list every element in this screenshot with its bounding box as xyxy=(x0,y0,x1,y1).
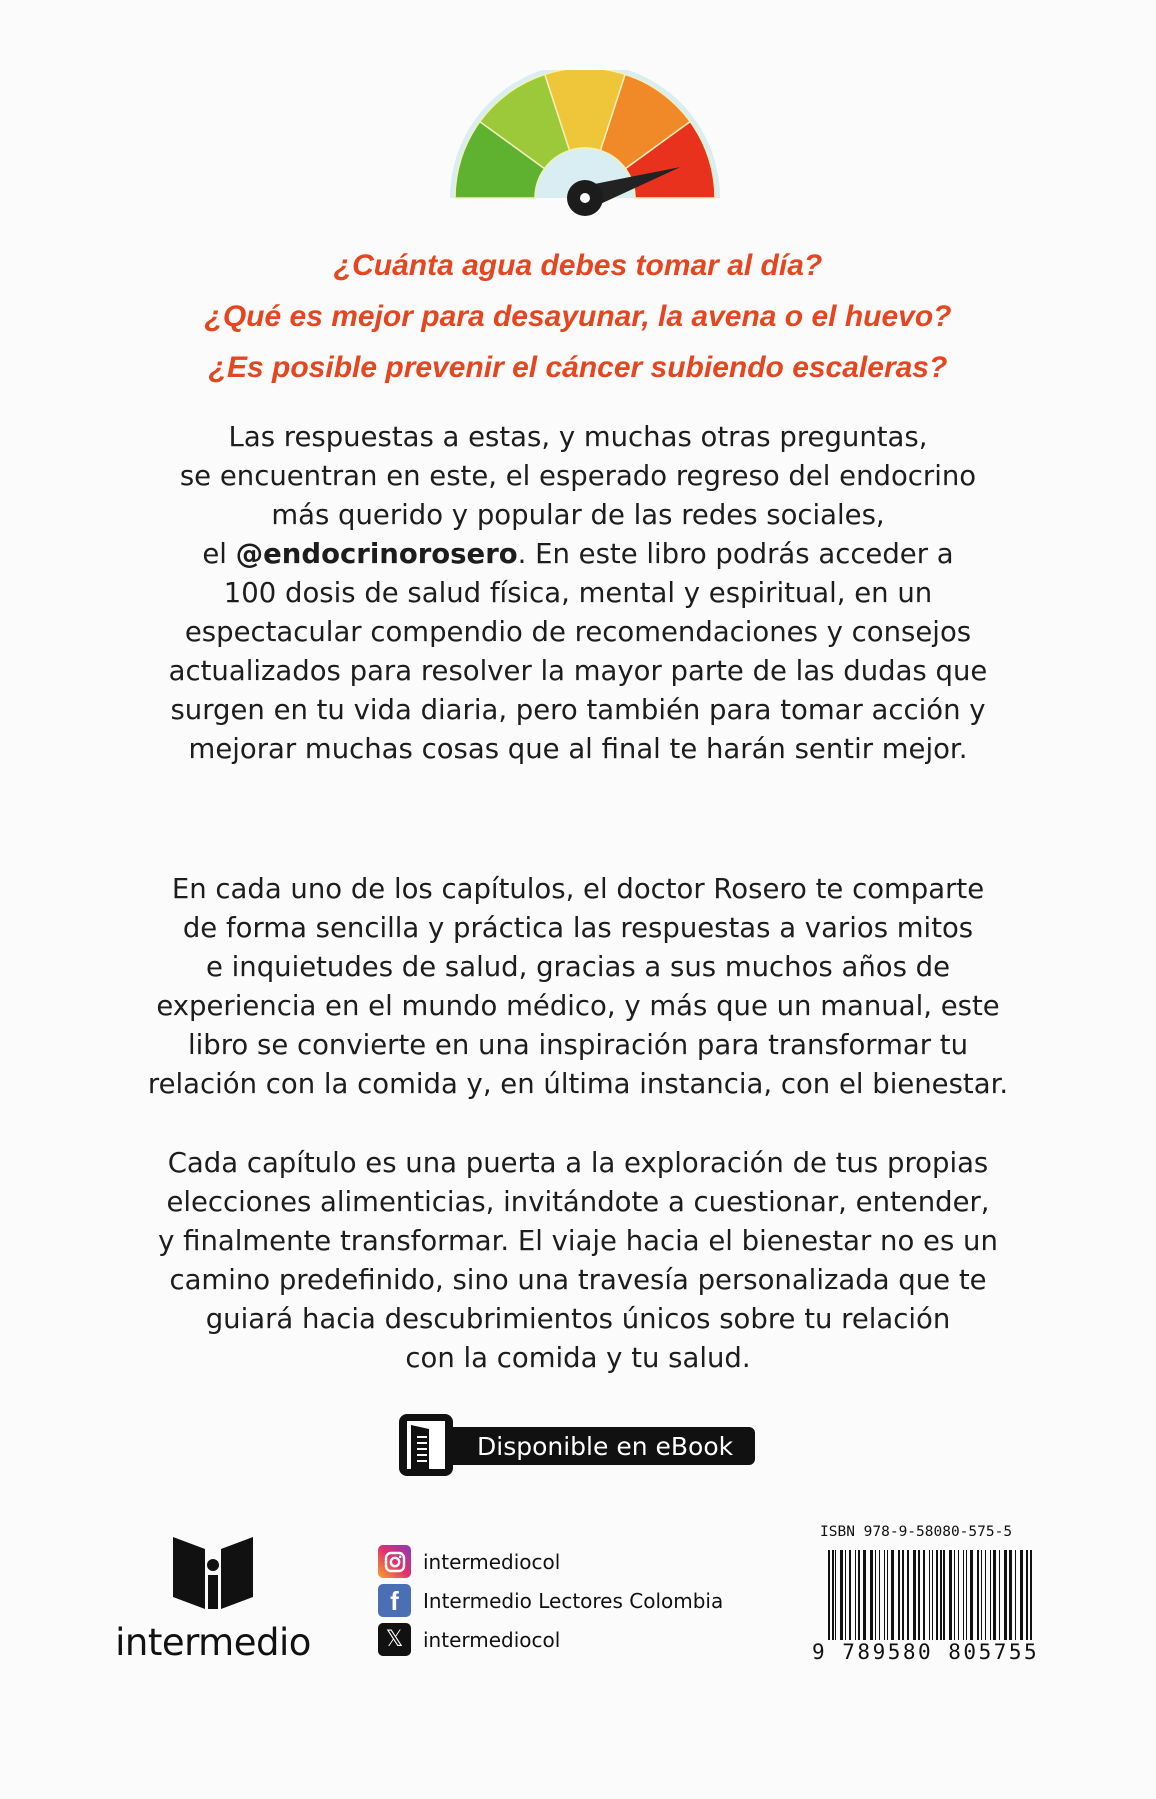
barcode-bar xyxy=(855,1550,856,1646)
isbn-label: ISBN 978-9-58080-575-5 xyxy=(820,1524,1013,1540)
barcode-bar xyxy=(918,1550,920,1646)
text-line: libro se convierte en una inspiración para transformar tu xyxy=(187,1029,969,1061)
text-line: 100 dosis de salud física, mental y espiritual, en un xyxy=(223,577,933,609)
barcode-bar xyxy=(870,1550,873,1646)
question: ¿Es posible prevenir el cáncer subiendo escaleras? xyxy=(208,351,948,384)
ebook-label: Disponible en eBook xyxy=(477,1431,734,1461)
ebook-badge xyxy=(395,1418,755,1474)
publisher-name: intermedio xyxy=(115,1621,311,1664)
social-label: intermediocol xyxy=(423,1627,561,1652)
barcode-bar xyxy=(845,1550,846,1646)
text-line: relación con la comida y, en última instancia, con el bienestar. xyxy=(147,1068,1009,1100)
social-facebook[interactable] xyxy=(378,1581,723,1620)
barcode-bar xyxy=(879,1550,880,1646)
text-line: e inquietudes de salud, gracias a sus muchos años de xyxy=(205,951,951,983)
text-line: experiencia en el mundo médico, y más que un manual, este xyxy=(156,990,1000,1022)
barcode-bar xyxy=(1009,1550,1012,1646)
barcode-bar xyxy=(887,1550,888,1646)
text-line xyxy=(0,535,1156,574)
text-line: con la comida y tu salud. xyxy=(405,1342,751,1374)
ebook-door-icon xyxy=(395,1411,457,1481)
barcode-bar xyxy=(835,1550,836,1646)
barcode-bar xyxy=(923,1550,925,1646)
barcode-bar xyxy=(958,1550,959,1646)
barcode-bar xyxy=(949,1550,952,1646)
publisher-logo xyxy=(108,1535,318,1664)
text: . En este libro podrás acceder a xyxy=(517,538,954,570)
social-links xyxy=(378,1542,723,1659)
barcode-bar xyxy=(840,1550,843,1646)
text-line: de forma sencilla y práctica las respuestas a varios mitos xyxy=(182,912,974,944)
barcode-bar xyxy=(943,1550,945,1646)
question: ¿Qué es mejor para desayunar, la avena o el huevo? xyxy=(204,300,952,333)
paragraph-exploration xyxy=(0,1144,1156,1378)
text-line: elecciones alimenticias, invitándote a cuestionar, entender, xyxy=(166,1186,990,1218)
social-label: intermediocol xyxy=(423,1549,561,1574)
text-line: y finalmente transformar. El viaje hacia el bienestar no es un xyxy=(158,1225,998,1257)
text-line: se encuentran en este, el esperado regreso del endocrino xyxy=(179,460,977,492)
barcode-bar xyxy=(849,1550,851,1646)
text-line: camino predefinido, sino una travesía personalizada que te xyxy=(169,1264,987,1296)
barcode-bar xyxy=(875,1550,876,1646)
barcode-bar xyxy=(863,1550,866,1646)
paragraph-intro xyxy=(0,418,1156,769)
barcode-bar xyxy=(970,1550,973,1646)
text-line: Las respuestas a estas, y muchas otras preguntas, xyxy=(228,421,928,453)
text: el xyxy=(202,538,236,570)
questions xyxy=(0,240,1156,393)
barcode-bar xyxy=(1020,1550,1023,1646)
barcode-bar xyxy=(977,1550,979,1646)
gauge-illustration xyxy=(440,70,740,250)
instagram-icon xyxy=(378,1545,411,1578)
social-instagram[interactable] xyxy=(378,1542,723,1581)
barcode-bar xyxy=(1015,1550,1016,1646)
barcode-bar xyxy=(907,1550,909,1646)
barcode-bar xyxy=(985,1550,986,1646)
barcode-number: 9 789580 805755 xyxy=(812,1640,1040,1664)
barcode-bar xyxy=(858,1550,860,1646)
text-line: En cada uno de los capítulos, el doctor Rosero te comparte xyxy=(171,873,985,905)
barcode-bar xyxy=(993,1550,996,1646)
text-line: actualizados para resolver la mayor parte de las dudas que xyxy=(168,655,988,687)
author-handle: @endocrinorosero xyxy=(235,538,518,570)
barcode-bar xyxy=(999,1550,1000,1646)
text-line: más querido y popular de las redes sociales, xyxy=(271,499,885,531)
barcode-bar xyxy=(891,1550,894,1646)
question: ¿Cuánta agua debes tomar al día? xyxy=(333,249,823,282)
text-line: Cada capítulo es una puerta a la exploración de tus propias xyxy=(167,1147,989,1179)
social-x[interactable] xyxy=(378,1620,723,1659)
facebook-icon: f xyxy=(378,1584,411,1617)
gauge-hub-center xyxy=(580,193,590,203)
intermedio-book-icon xyxy=(171,1535,255,1613)
barcode-bar xyxy=(981,1550,982,1646)
text-line: espectacular compendio de recomendaciones y consejos xyxy=(184,616,972,648)
barcode-bar xyxy=(932,1550,933,1646)
barcode-bar xyxy=(963,1550,964,1646)
barcode-bar xyxy=(990,1550,991,1646)
barcode-bar xyxy=(929,1550,930,1646)
barcode-bar xyxy=(954,1550,955,1646)
barcode-bar xyxy=(884,1550,885,1646)
barcode-bar xyxy=(902,1550,904,1646)
x-icon: 𝕏 xyxy=(378,1623,411,1656)
text-line: guiará hacia descubrimientos únicos sobre tu relación xyxy=(205,1303,951,1335)
barcode-bar xyxy=(913,1550,916,1646)
social-label: Intermedio Lectores Colombia xyxy=(423,1588,724,1613)
paragraph-chapters xyxy=(0,870,1156,1104)
text-line: surgen en tu vida diaria, pero también para tomar acción y xyxy=(170,694,986,726)
barcode-bar xyxy=(898,1550,900,1646)
text-line: mejorar muchas cosas que al final te harán sentir mejor. xyxy=(188,733,968,765)
barcode-bar xyxy=(1004,1550,1007,1646)
barcode-bar xyxy=(966,1550,967,1646)
